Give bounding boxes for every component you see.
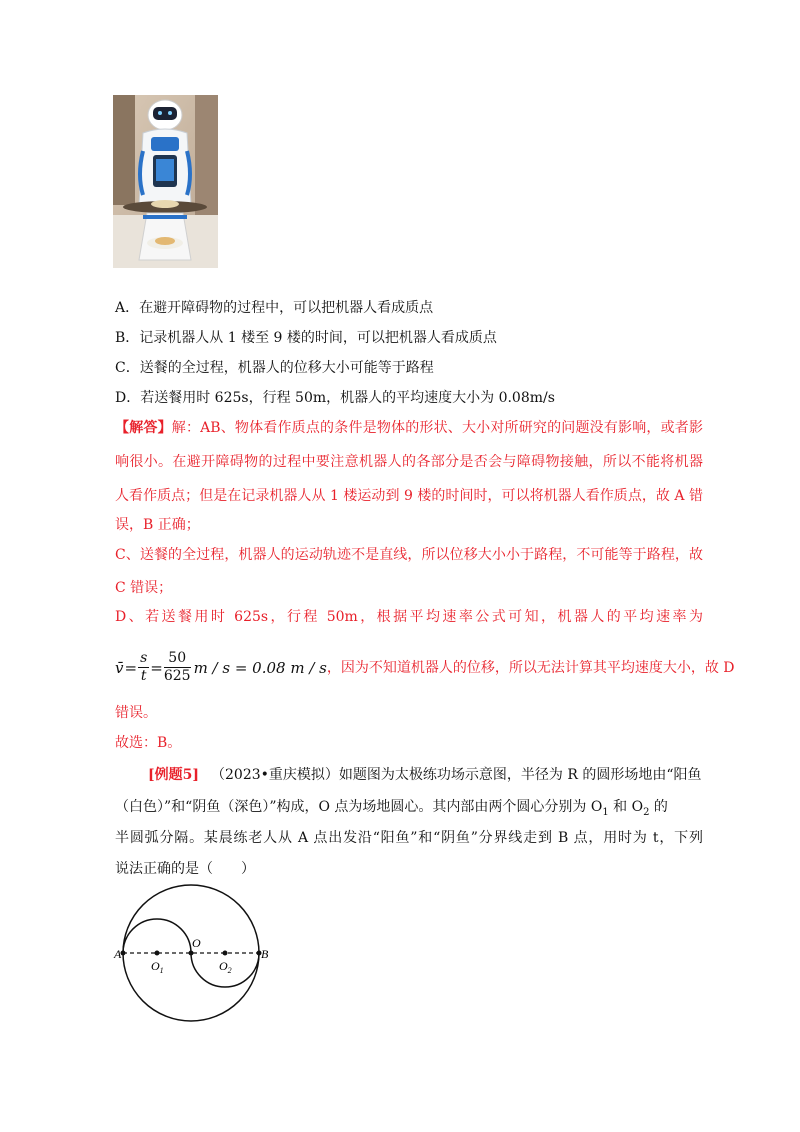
answer-line-6: C 错误； [115,580,173,596]
answer-line-1: 【解答】解：AB、物体看作质点的条件是物体的形状、大小对所研究的问题没有影响，或者影 [115,420,703,436]
fraction-s-over-t: $\frac{s}{t}$ [140,650,148,684]
label-o2: $O_2$ [219,959,232,975]
robot-photo [113,95,218,268]
label-a: A [114,947,122,961]
arc-o1 [123,919,191,953]
answer-line-7: D、若送餐用时 625s，行程 50m，根据平均速率公式可知，机器人的平均速率为 [115,609,703,625]
taiji-diagram [108,880,278,1030]
example-line-2: （白色）”和“阴鱼（深色）”构成，O 点为场地圆心。其内部由两个圆心分别为 $O_1$ 和 $O_2$ 的 [115,799,668,818]
option-b: B．记录机器人从 1 楼至 9 楼的时间，可以把机器人看成质点 [115,330,497,346]
example-line-3: 半圆弧分隔。某晨练老人从 A 点出发沿“阳鱼”和“阴鱼”分界线走到 B 点，用时为 t，下列 [115,830,703,846]
example-label: [例题5] [148,767,199,783]
point-o [189,951,194,956]
answer-line-2: 响很小。在避开障碍物的过程中要注意机器人的各部分是否会与障碍物接触，所以不能将机器 [115,454,703,470]
label-o1: $O_1$ [151,959,164,975]
answer-line-5: C、送餐的全过程，机器人的运动轨迹不是直线，所以位移大小小于路程，不可能等于路程，故 [115,547,703,563]
fraction-50-over-625: $\frac{50}{625}$ [163,650,191,684]
formula-v: v̄ [115,658,124,677]
answer-line-3: 人看作质点；但是在记录机器人从 1 楼运动到 9 楼的时间时，可以将机器人看作质点，故 A 错 [115,488,703,504]
formula-line: v̄ = $\frac{s}{t}$ = $\frac{50}{625}$ m / s = 0.08 m / s ，因为不知道机器人的位移，所以无法计算其平均速度大小，故 D [115,650,735,684]
option-d: D．若送餐用时 625s，行程 50m，机器人的平均速度大小为 0.08m/s [115,390,555,406]
label-o: O [192,936,201,950]
answer-line-4: 误，B 正确； [115,517,200,533]
answer-line-10: 故选：B。 [115,735,182,751]
example-line-1: [例题5] （2023•重庆模拟）如题图为太极练功场示意图，半径为 R 的圆形场地由“阳鱼 [148,767,702,783]
point-o2 [223,951,228,956]
point-o1 [155,951,160,956]
label-b: B [261,947,269,961]
answer-tag: 【解答】 [115,420,172,436]
answer-line-9: 错误。 [115,705,157,721]
example-line-4: 说法正确的是（ ） [115,861,255,877]
option-c: C．送餐的全过程，机器人的位移大小可能等于路程 [115,360,434,376]
option-a: A．在避开障碍物的过程中，可以把机器人看成质点 [115,300,434,316]
